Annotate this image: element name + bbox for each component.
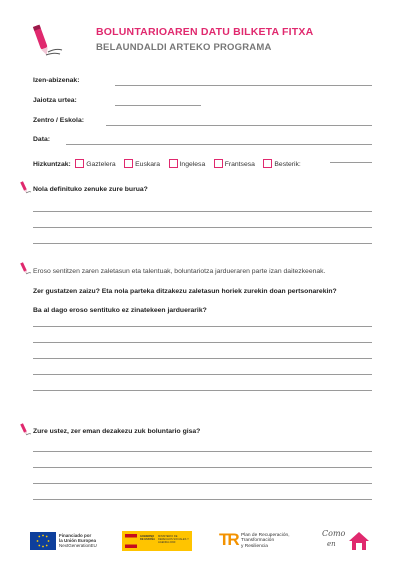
checkbox[interactable] — [124, 159, 133, 168]
ministry-text: MINISTERIO DE DERECHOS SOCIALES Y AGENDA 2030 — [158, 535, 189, 544]
answer-line[interactable] — [33, 451, 372, 452]
date-field[interactable] — [66, 144, 372, 145]
languages-row — [33, 153, 305, 171]
brand-text-2: en — [327, 540, 336, 548]
date-label: Data: — [33, 136, 50, 143]
spanish-government-logo — [122, 531, 192, 551]
prtr-line1: Plan de Recuperación, — [241, 533, 290, 538]
answer-line[interactable] — [33, 243, 372, 244]
name-field[interactable] — [115, 85, 372, 86]
prtr-line2: Transformación — [241, 538, 275, 544]
answer-line[interactable] — [33, 342, 372, 343]
checkbox[interactable] — [214, 159, 223, 168]
language-option-other[interactable]: Besterik: — [263, 153, 304, 170]
center-label: Zentro / Eskola: — [33, 117, 84, 124]
pen-bullet-icon — [18, 423, 32, 437]
eu-line2: la Unión Europea — [59, 538, 97, 543]
recovery-plan-logo — [219, 530, 309, 552]
spain-flag-icon — [125, 534, 137, 548]
pen-bullet-icon — [18, 181, 32, 195]
checkbox[interactable] — [263, 159, 272, 168]
government-text: GOBIERNO DE ESPAÑA — [140, 535, 155, 541]
question-3: Zure ustez, zer eman dezakezu zuk boluntario gisa? — [33, 428, 201, 435]
languages-label: Hizkuntzak: — [33, 161, 71, 168]
answer-line[interactable] — [33, 326, 372, 327]
checkbox[interactable] — [169, 159, 178, 168]
pen-bullet-icon — [18, 262, 32, 276]
answer-line[interactable] — [33, 358, 372, 359]
brand-logo — [322, 528, 372, 554]
eu-line3: NextGenerationEU — [59, 543, 97, 548]
eu-funding-logo — [30, 531, 106, 551]
answer-line[interactable] — [33, 374, 372, 375]
prtr-line3: y Resiliencia — [241, 543, 268, 549]
center-field[interactable] — [106, 125, 372, 126]
answer-line[interactable] — [33, 499, 372, 500]
answer-line[interactable] — [33, 211, 372, 212]
language-option-basque[interactable]: Euskara — [124, 153, 164, 170]
eu-line1: Financiado por — [59, 533, 92, 538]
language-option-french[interactable]: Frantsesa — [214, 153, 259, 170]
other-language-field[interactable] — [330, 162, 372, 163]
name-label: Izen-abizenak: — [33, 77, 80, 84]
answer-line[interactable] — [33, 483, 372, 484]
pen-logo-icon — [26, 22, 66, 58]
question-2-intro: Eroso sentitzen zaren zaletasun eta talentuak, boluntariotza jardueraren parte izan daitezkeenak. — [33, 268, 326, 275]
answer-line[interactable] — [33, 467, 372, 468]
page-subtitle: BELAUNDALDI ARTEKO PROGRAMA — [96, 42, 272, 53]
question-2-sub: Ba al dago eroso sentituko ez zinatekeen jarduerarik? — [33, 307, 207, 314]
checkbox[interactable] — [75, 159, 84, 168]
page-title: BOLUNTARIOAREN DATU BILKETA FITXA — [96, 26, 314, 38]
eu-flag-icon — [30, 532, 56, 550]
question-1: Nola definituko zenuke zure burua? — [33, 186, 148, 193]
answer-line[interactable] — [33, 227, 372, 228]
language-option-spanish[interactable]: Gaztelera — [75, 153, 119, 170]
birth-year-label: Jaiotza urtea: — [33, 97, 77, 104]
brand-text-1: Como — [322, 529, 346, 538]
answer-line[interactable] — [33, 390, 372, 391]
birth-year-field[interactable] — [115, 105, 201, 106]
prtr-mark-icon: TR — [219, 530, 238, 549]
house-icon — [348, 531, 370, 551]
language-option-english[interactable]: Ingelesa — [169, 153, 210, 170]
question-2-main: Zer gustatzen zaizu? Eta nola parteka ditzakezu zaletasun horiek zurekin doan pertsonarekin? — [33, 288, 337, 295]
